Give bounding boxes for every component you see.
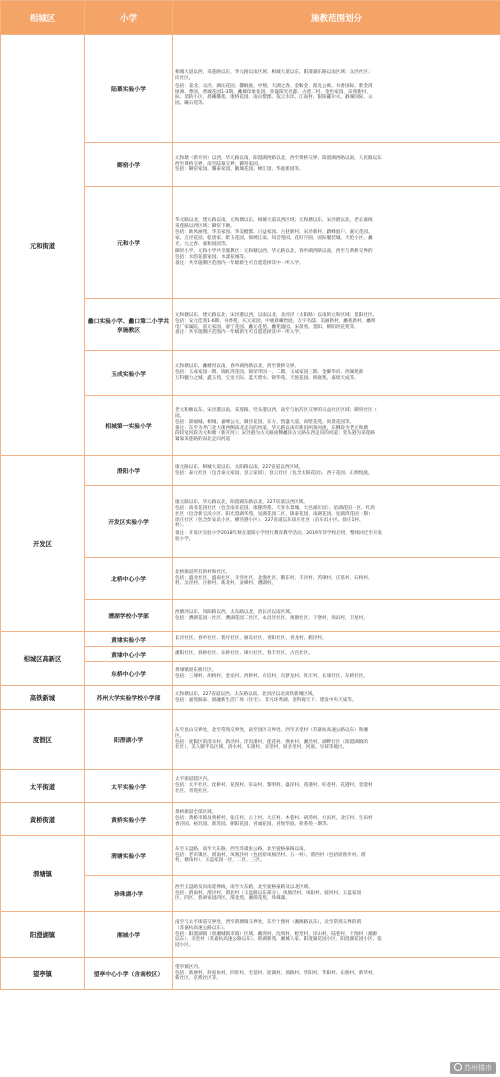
school-cell: 湘城小学 bbox=[85, 912, 173, 958]
scope-line: 备注：共享施教区范围内一年级新生可自愿选择其中一所入学。 bbox=[175, 261, 304, 267]
table-body bbox=[1, 35, 500, 990]
school-cell: 北桥中心小学 bbox=[85, 558, 173, 600]
school-cell: 太平实验小学 bbox=[85, 770, 173, 803]
school-cell: 黄桥实验小学 bbox=[85, 803, 173, 836]
scope-cell bbox=[173, 351, 500, 396]
scope-line: 园、曦石苑等。 bbox=[175, 101, 208, 107]
scope-line: 太平街道辖区内。 bbox=[175, 777, 212, 783]
scope-line: 元和塘以东，227省道以西，太东路以南，北河泾以北高铁新城区域。 bbox=[175, 691, 317, 697]
scope-line: 段较宽河段为元和塘（新开河）；宋泾港为古元路南侧蠡泽古元路东西走向的河道；竖头港为采莲路 bbox=[175, 431, 375, 437]
scope-line: 御窑小学、元和小学共享施教区：元和塘以西，华元路以北，春申湖西路以南，西至与黄桥交界的 bbox=[175, 249, 373, 255]
scope-line: 包括：盛北社区、盛南社区、寺泾社区、北渔社区、鹅东村、丰泾村、芮埭村、庄基村、石桥村、 bbox=[175, 575, 373, 581]
scope-line: 西塘河以东，凤阳路以西，太东路以北，冶长泾以南区域。 bbox=[175, 609, 295, 615]
scope-line: 包括：老市镇区、渭南村、凤凰泾村（包括原凤凰泾村、五一村）、渭西村（包括原鲁步村、渭 bbox=[175, 852, 366, 858]
school-cell: 澄阳小学 bbox=[85, 456, 173, 486]
scope-line: 元和塘以东，蠡塘河以南，春申湖西路以北，西至黄桥交界。 bbox=[175, 364, 300, 370]
scope-line: 电厂家属院、富元家园、嘉宁花园、蠡元花苑、蠡苑盛园、宋晨苑、莫阳、朝阳河花苑等。 bbox=[175, 324, 359, 330]
table-row bbox=[1, 803, 500, 836]
scope-line: 验小学。 bbox=[175, 537, 194, 543]
scope-line: 以东）、圣堂村（苏嘉杭高速公路以东）、聆湖新苑、湘城人家、阳澄湖花园小区、阳澄湖花园小区、依 bbox=[175, 937, 382, 943]
scope-line: （苏嘉杭高速公路以东）。 bbox=[175, 925, 228, 931]
scope-line: 包括：姜北、众泾、湖沁花园、馨桐庭、中翔、天湖之春、金鞍金、派克公寓、书香国际、紫金湾 bbox=[175, 83, 373, 89]
scope-line: 村）。 bbox=[175, 523, 187, 529]
scope-line: 望亭镇区内。 bbox=[175, 964, 203, 970]
scope-line: 包括：太平社区、沈桥村、花倪村、乐安村、黎明村、盛泽村、莲港村、旺巷村、花港村、金澄村 bbox=[175, 783, 373, 789]
school-cell: 漕湖学校小学部 bbox=[85, 600, 173, 632]
school-cell: 元和小学 bbox=[85, 187, 173, 299]
scope-line: 包括：锦丽城、相城、嘉峰公元、御泾花园、东方、凯盛大道、尚墅花苑、尚景花园等。 bbox=[175, 419, 355, 425]
table-header-row bbox=[1, 1, 500, 35]
district-cell: 高铁新城 bbox=[1, 686, 85, 710]
scope-cell bbox=[173, 770, 500, 803]
scope-line: 东至昆山交界处，北至常熟交界处，南至园区交界处，西至圣堂村（苏嘉杭高速公路以东）和湘 bbox=[175, 727, 368, 733]
school-cell: 东桥中心小学 bbox=[85, 662, 173, 686]
scope-line: 备注：共享施教区范围内一年级新生可自愿选择其中一所入学。 bbox=[175, 330, 304, 336]
scope-cell bbox=[173, 558, 500, 600]
table-row bbox=[1, 836, 500, 876]
school-cell: 渭塘实验小学 bbox=[85, 836, 173, 876]
scope-cell bbox=[173, 803, 500, 836]
scope-line: 元和塘（新开河）以西，华元路以南，阳澄湖西路以北，西至黄桥交界；阳澄湖西路以南，人民路以东 bbox=[175, 155, 382, 161]
table-row bbox=[1, 770, 500, 803]
scope-cell bbox=[173, 143, 500, 187]
scope-line: 家、万泾花园、乾唐家、紫玉花园、锦绣江南、知音苑园、花好月圆、国际服装城、天伦小区、蠡 bbox=[175, 235, 373, 241]
school-cell: 蠡口实验小学、蠡口第二小学共享施教区 bbox=[85, 299, 173, 351]
scope-cell bbox=[173, 35, 500, 143]
scope-line: 光、元之春、嘉和国园等。 bbox=[175, 241, 231, 247]
district-cell: 望亭镇 bbox=[1, 958, 85, 990]
scope-line: 包括：泰元社区（包含泰元家园、登云家园），登云社区（包含太阳花园），西子花园、正源悦庭。 bbox=[175, 470, 373, 476]
scope-cell bbox=[173, 912, 500, 958]
scope-line: 相城大道以西，采莲路以东，华元路以南区域；相城大道以东，阳澄湖东路以南区域；众泾社区； bbox=[175, 69, 373, 75]
scope-line: 岸社区。 bbox=[175, 75, 194, 81]
scope-line: 绿洲、尊园、香城花园1-3期、蠡城印象花园、荣盛阳光名邸、古巷二村、金色家园、乐苑新村、 bbox=[175, 89, 371, 95]
scope-line: 康元路以东，相城大道以东，太阳路以南，227省道以西区域。 bbox=[175, 464, 304, 470]
table-row bbox=[1, 958, 500, 990]
scope-line: 徐庄社区（包含彭安浜小区、横泾港小区）、227省道以东徐庄社区（泊车浜小区、徐庄1村、 bbox=[175, 517, 364, 523]
scope-line: 际、消防小区、晨曦馨苑、康桥花园、南山僧郡、依云水岸、江南村、银阳藏尔夫、静湖国际、众 bbox=[175, 95, 373, 101]
scope-line: 老元和塘以东，宋泾港以南，采莲路，竖头港以西，南至与姑苏区交界的日益社区区域；御窑社区（ bbox=[175, 407, 378, 413]
scope-line: 社区），美人腿半岛区域，清水村、车渡村、圣堂村，原圣堂村、河底、旱荷等地区。 bbox=[175, 745, 348, 751]
scope-line: 园小区。 bbox=[175, 943, 194, 949]
scope-line: 包括：新埂村、何家角村、四旺村、宅基村、迎湖村、项路村、华阳村、华阳村、东桥村、新华村、 bbox=[175, 970, 378, 976]
scope-cell bbox=[173, 710, 500, 770]
scope-line: 包括：御窑家园、馨泰家园、鹅城花园、峰汇园、华庭新园等。 bbox=[175, 167, 304, 173]
district-cell: 太平街道 bbox=[1, 770, 85, 803]
scope-cell bbox=[173, 647, 500, 662]
scope-cell bbox=[173, 632, 500, 647]
watermark-icon bbox=[454, 1063, 462, 1071]
school-cell: 苏州大学实验学校小学部 bbox=[85, 686, 173, 710]
scope-line: 村、吴泾村、庄桥村、新北村、灵峰村、漕湖村。 bbox=[175, 581, 277, 587]
scope-cell bbox=[173, 662, 500, 686]
scope-line: 包括：欧风丽苑、华美家园、华美榴郡、日益家园、古巷新村、宋泾新村、踏峰庭户、嘉元花园、 bbox=[175, 229, 373, 235]
scope-line: 黄埭镇原东桥片区。 bbox=[175, 667, 217, 673]
district-cell: 元和街道 bbox=[1, 35, 85, 456]
school-cell: 望亭中心小学（含南校区） bbox=[85, 958, 173, 990]
district-cell: 黄桥街道 bbox=[1, 803, 85, 836]
school-cell: 珍珠湖小学 bbox=[85, 876, 173, 912]
scope-line: 包括：水韵花都家园、水漾花城等。 bbox=[175, 255, 249, 261]
school-cell: 御窑小学 bbox=[85, 143, 173, 187]
scope-cell bbox=[173, 456, 500, 486]
scope-cell bbox=[173, 396, 500, 456]
scope-cell bbox=[173, 600, 500, 632]
district-cell: 开发区 bbox=[1, 456, 85, 632]
scope-line: 万科魅力之城、鑫玉苑、宝龙天际、蓝天碧水、锦华苑、天悦花园、朗庭苑、嘉境天成等。 bbox=[175, 375, 359, 381]
scope-line: 区。 bbox=[175, 733, 185, 739]
table-row bbox=[1, 35, 500, 143]
scope-cell bbox=[173, 686, 500, 710]
school-cell: 相城第一实验小学 bbox=[85, 396, 173, 456]
scope-line: 区、四区、翡翠家园四区、渭北苑、湘渭花苑、珍珠湖。 bbox=[175, 896, 290, 902]
district-cell: 渭塘镇 bbox=[1, 836, 85, 912]
scope-line: 备注：东至为齐门北大街西侧南北走向的河道，华元路以南有新旧两条河流，东侧段为老元和塘 bbox=[175, 425, 368, 431]
scope-line: 南至与太平街道交界处，西至渭塘镇交界处，东至十图村（湘源路以东），北至常熟交界的渭 bbox=[175, 919, 362, 925]
scope-line: 潘阳社区、斜桥社区、东桥社区、埭川社区、春丰社区、古宫社区。 bbox=[175, 651, 313, 657]
scope-line: 长泾社区、春申社区、裴圩社区、丽岛社区、青阳社区、青龙村、鹤泾村。 bbox=[175, 636, 327, 642]
scope-line: 园。 bbox=[175, 413, 185, 419]
watermark-text: 苏州楼市 bbox=[464, 1064, 492, 1072]
scope-line: 华元路以北，建元路以南，元和塘以东，相城大道以西区域；元和塘以东，宋泾港以北，老长嘉线 bbox=[175, 218, 373, 223]
school-cell: 开发区实验小学 bbox=[85, 486, 173, 558]
scope-line: 北桥街道所有的村和社区。 bbox=[175, 569, 231, 575]
scope-line: 包括：阳澄湖镇（原湘城镇市镇）区域，戴湾村、沈周村、枪堂村、岸山村、陆巷村、十图村（湘源 bbox=[175, 931, 378, 937]
scope-line: 包括：三埭村、胡桥村、金龙村、西桥村、方培村、冯梦龙村、旺庄村、长康社区、东桥社区。 bbox=[175, 673, 368, 679]
scope-line: 采莲路以西区域；御窑下塘。 bbox=[175, 223, 235, 229]
scope-line: 紧靠采莲路的南北走向河道 bbox=[175, 437, 231, 443]
scope-line: 包括：度假区的清水村、新泾村、洋沟溇村、莲花村、渔业村、湘泾村、湖畔社区（阳澄湖镇的 bbox=[175, 739, 368, 745]
scope-line: 社区（包含新宝浜小区、阳光澄湖华苑、星湖花园二区、锦泰花园、南湖花园、星湖湾花园一期） bbox=[175, 511, 373, 517]
scope-cell bbox=[173, 958, 500, 990]
school-cell: 黄埭中心小学 bbox=[85, 647, 173, 662]
scope-cell bbox=[173, 876, 500, 912]
scope-line: 东至玉盘路，南至大东路，西至苏虞张公路，北至爱格豪路以南。 bbox=[175, 846, 309, 852]
table-row bbox=[1, 456, 500, 486]
scope-line: 社区、青苑社区。 bbox=[175, 788, 212, 794]
scope-line: 包括：玉成家园一期、锦虹湾花园、锦荣华园一、二期、玉成家园三期、金御华府、西湖苑新 bbox=[175, 370, 364, 376]
scope-line: 包括：安元佳苑1-6期、书香苑、庆元家园、中惠晨曦怡庭、万宇名邸、美丽新村、蠡苑新村、蠡明 bbox=[175, 318, 376, 324]
scope-cell bbox=[173, 836, 500, 876]
scope-line: 备注：开发区实验小学2018年秋在澄阳小学进行教育教学活动，2019年待学校启用，整体回迁至开发 bbox=[175, 531, 383, 537]
school-cell: 玉成实验小学 bbox=[85, 351, 173, 396]
scope-line: 包括：南亚花园社区（包含南亚花园、康隆湾苑、天亚水景城、天邑湖庄园）、星湖花园一区、红鸽 bbox=[175, 505, 375, 511]
header-district: 相城区 bbox=[1, 1, 85, 35]
scope-line: 康元路以东，华元路以北，阳澄湖东路以北，227省道以西区域。 bbox=[175, 499, 308, 505]
scope-line: 村，塘角村）、玉盘家园一区，二区，三区。 bbox=[175, 858, 265, 864]
district-cell: 度假区 bbox=[1, 710, 85, 770]
scope-cell bbox=[173, 299, 500, 351]
scope-line: 西至黄桥交界，南至陆慕交界；御窑家园。 bbox=[175, 161, 263, 167]
scope-line: 西至玉盘路及向南延伸线，南至大东路，北至爱格豪路及以北区域。 bbox=[175, 884, 313, 890]
school-cell: 陆慕实验小学 bbox=[85, 35, 173, 143]
school-cell: 阳澄湖小学 bbox=[85, 710, 173, 770]
school-cell: 黄埭实验小学 bbox=[85, 632, 173, 647]
table-row bbox=[1, 912, 500, 958]
scope-cell bbox=[173, 486, 500, 558]
scope-line: 元和塘以东，建元路以北，宋泾港以西，以南以北，北河泾（太阳路）以南的元和区域；莫阳社区。 bbox=[175, 312, 378, 318]
table-row bbox=[1, 686, 500, 710]
scope-line: 包括：渭南村、渭泾村、渭北村（玉盘路以东部分），凤凰泾村、凤阳村、骑河村、玉盘家园 bbox=[175, 890, 362, 896]
table-row bbox=[1, 632, 500, 647]
table-row bbox=[1, 710, 500, 770]
scope-line: 新社区、京渔社区等。 bbox=[175, 976, 221, 982]
header-scope: 施教范围划分 bbox=[173, 1, 500, 35]
scope-cell bbox=[173, 187, 500, 299]
district-cell: 阳澄湖镇 bbox=[1, 912, 85, 958]
scope-line: 香泾园、裕苏园、新苏园、朝阳花园、君诚花园、君悦华庭、荷茶苑一期等。 bbox=[175, 821, 332, 827]
scope-line: 包括：漕湖花园一社区、漕湖花园二社区、永昌泾社区，观塘社区，下堡村，汤浜村，卫星村。 bbox=[175, 615, 368, 621]
scope-line: 包括：嘉苑颐泰、圆融新生活广场（住宅）、非凡环秀湖、金科观天下、建发中央天成等。 bbox=[175, 697, 357, 703]
scope-line: 包括：黄桥市镇及黄桥村、张庄村、占上村、大庄村、木巷村、胡湾村、方浜村、北庄村、生田村 bbox=[175, 816, 373, 822]
watermark bbox=[450, 1062, 496, 1074]
district-cell: 相城区高新区 bbox=[1, 632, 85, 686]
scope-line: 黄桥街道全部区域。 bbox=[175, 810, 217, 816]
header-school: 小学 bbox=[85, 1, 173, 35]
